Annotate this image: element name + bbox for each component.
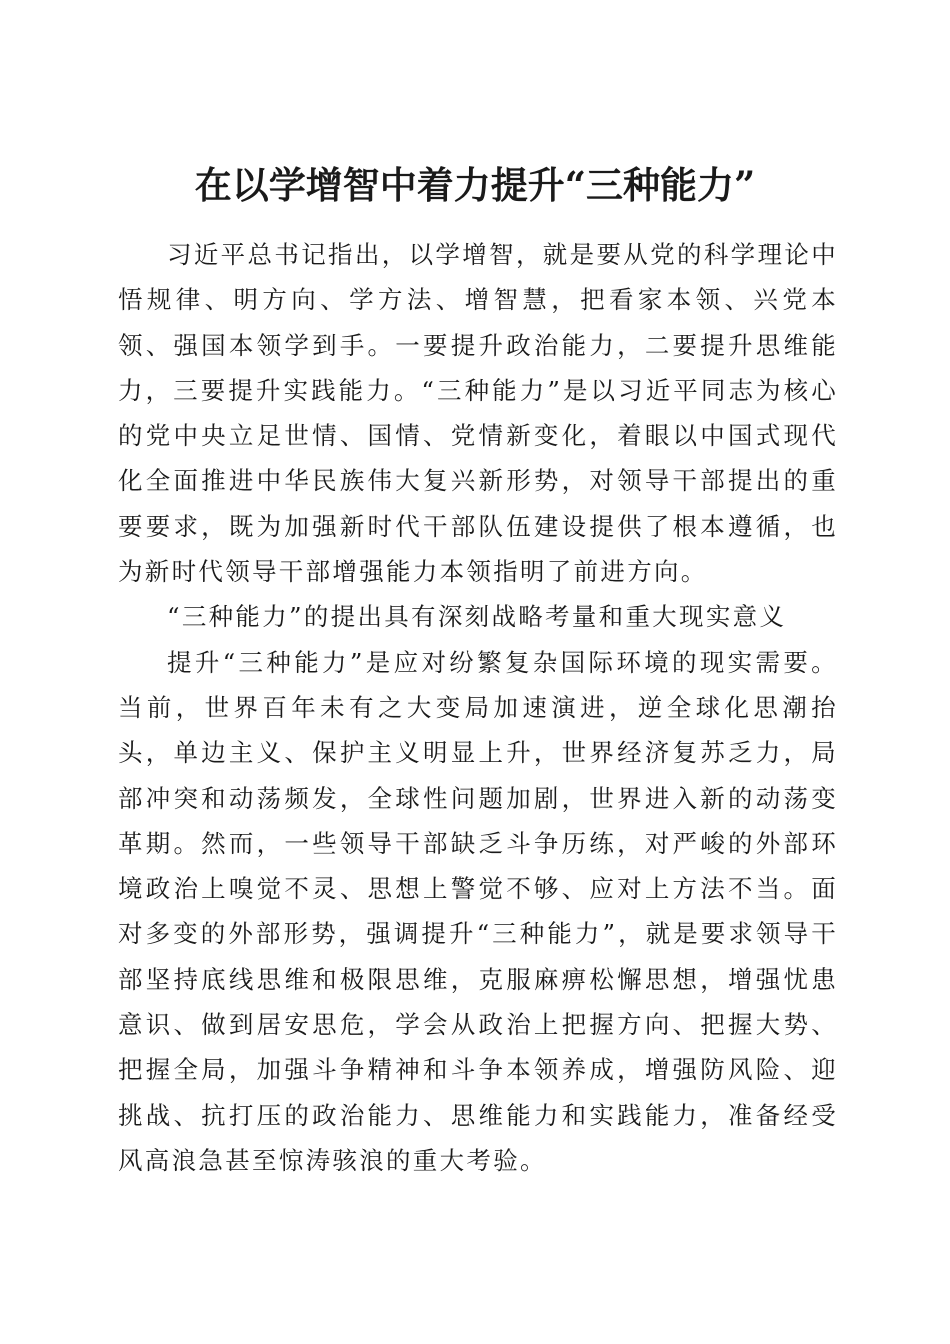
document-body <box>118 232 838 1183</box>
section-heading: “三种能力”的提出具有深刻战略考量和重大现实意义 <box>167 602 787 632</box>
document-title: 在以学增智中着力提升“三种能力” <box>194 162 756 207</box>
intro-paragraph: 习近平总书记指出，以学增智，就是要从党的科学理论中悟规律、明方向、学方法、增智慧，把看家本领、兴党本领、强国本领学到手。一要提升政治能力，二要提升思维能力，三要提升实践能力。“三种能力”是以习近平同志为核心的党中央立足世情、国情、党情新变化，着眼以中国式现代化全面推进中华民族伟大复兴新形势，对领导干部提出的重要要求，既为加强新时代干部队伍建设提供了根本遵循，也为新时代领导干部增强能力本领指明了前进方向。 <box>118 240 838 587</box>
body-paragraph: 提升“三种能力”是应对纷繁复杂国际环境的现实需要。当前，世界百年未有之大变局加速演进，逆全球化思潮抬头，单边主义、保护主义明显上升，世界经济复苏乏力，局部冲突和动荡频发，全球性问题加剧，世界进入新的动荡变革期。然而，一些领导干部缺乏斗争历练，对严峻的外部环境政治上嗅觉不灵、思想上警觉不够、应对上方法不当。面对多变的外部形势，强调提升“三种能力”，就是要求领导干部坚持底线思维和极限思维，克服麻痹松懈思想，增强忧患意识、做到居安思危，学会从政治上把握方向、把握大势、把握全局，加强斗争精神和斗争本领养成，增强防风险、迎挑战、抗打压的政治能力、思维能力和实践能力，准备经受风高浪急甚至惊涛骇浪的重大考验。 <box>118 647 838 1175</box>
